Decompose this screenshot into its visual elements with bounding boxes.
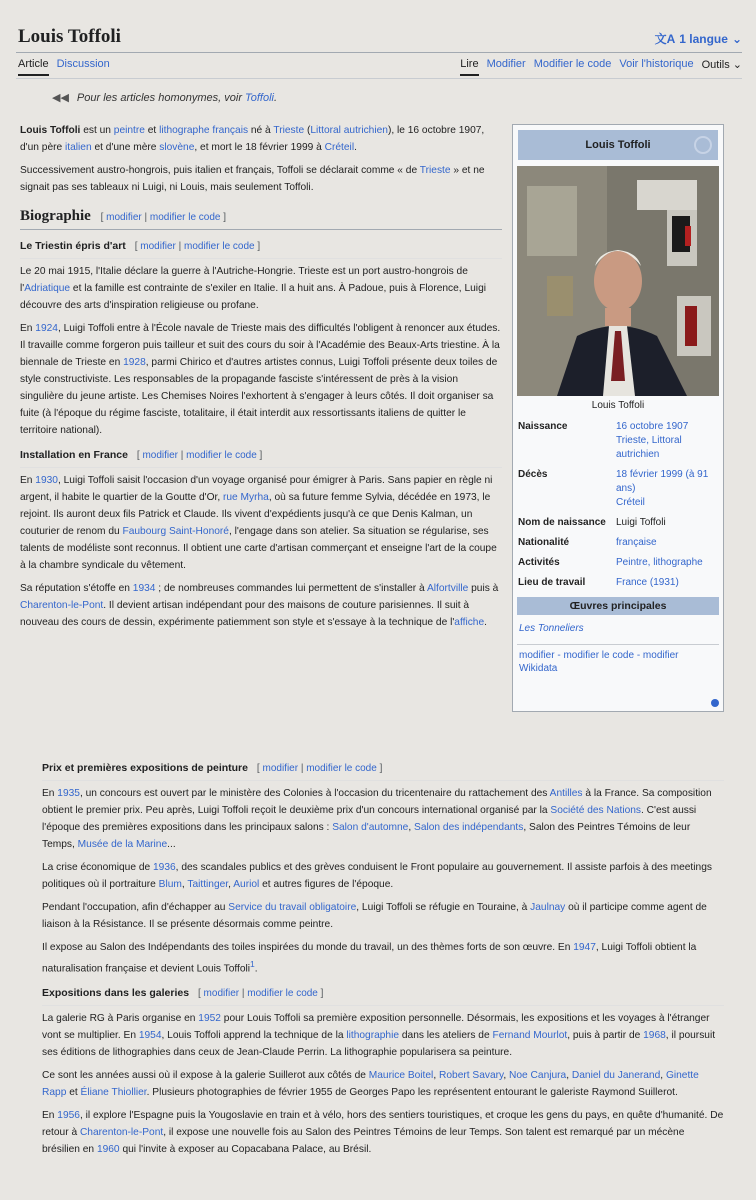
text-run: , Salon des Peintres Témoins de leur Temps,: [42, 822, 691, 850]
infobox-value-line[interactable]: 18 février 1999 (à 91 ans): [616, 469, 709, 494]
infobox-row: [513, 553, 723, 573]
infobox-value: [611, 417, 723, 465]
infobox-table: [513, 417, 723, 593]
text-run: Le 20 mai 1915, l'Italie déclare la guerre à l'Autriche-Hongrie. Trieste est un port austro-hongrois de l': [20, 266, 468, 294]
inline-link[interactable]: Noe Canjura: [509, 1070, 567, 1082]
section-edit-links: [ modifier | modifier le code ]: [100, 212, 227, 223]
text-run: .: [254, 963, 258, 975]
section-edit-links: [ modifier | modifier le code ]: [197, 988, 324, 1000]
paragraph: [20, 320, 502, 439]
text-run: , Luigi Toffoli obtient la naturalisation française et devient Louis Toffoli: [42, 942, 697, 975]
paragraph: [42, 1067, 724, 1101]
inline-link[interactable]: affiche: [454, 617, 485, 628]
inline-link[interactable]: Charenton-le-Pont: [20, 600, 104, 611]
infobox-value-line[interactable]: Créteil: [616, 497, 645, 508]
language-label: 1 langue: [679, 31, 728, 46]
title-row: [16, 24, 742, 54]
edit-source-link[interactable]: modifier le code: [149, 212, 221, 223]
text-run: Il expose au Salon des Indépendants des toiles inspirées du monde du travail, un des thèmes forts de son œuvre. En: [42, 942, 574, 953]
infobox-value-line[interactable]: française: [616, 537, 657, 548]
infobox-label: Lieu de travail: [518, 577, 586, 588]
tools-label: Outils: [701, 59, 730, 71]
inline-link[interactable]: Trieste: [273, 125, 305, 136]
text-run: ,: [660, 1070, 666, 1082]
infobox-label: Décès: [518, 469, 548, 480]
infobox-label: Nationalité: [518, 537, 570, 548]
infobox-value-line[interactable]: Peintre, lithographe: [616, 557, 703, 568]
text-run: , Luigi Toffoli entre à l'École navale de Trieste mais des difficultés l'obligent à renoncer aux études. Il travaille comme forgeron puis tailleur et suit des cours du soir à l'Académie des Beaux-Arts triestine. À la biennale de Trieste en: [20, 323, 501, 368]
hatnote-suffix: .: [274, 91, 278, 104]
text-run: et: [66, 1087, 81, 1099]
edit-link[interactable]: modifier: [203, 988, 240, 1000]
infobox-row: [513, 417, 723, 465]
text-run: ,: [433, 1070, 439, 1082]
text-run: La galerie RG à Paris organise en: [42, 1013, 199, 1025]
inline-link[interactable]: Créteil: [324, 142, 355, 153]
hatnote-link[interactable]: Toffoli: [245, 91, 274, 104]
disambiguation-icon: ◀◀: [52, 92, 69, 104]
text-run: En: [20, 475, 36, 486]
inline-link[interactable]: italien: [65, 142, 92, 153]
portrait-caption: Louis Toffoli: [591, 400, 645, 411]
text-run: Ce sont les années aussi où il expose à la galerie Suillerot aux côtés de: [42, 1070, 369, 1082]
inline-link[interactable]: 1968: [643, 1030, 666, 1042]
text-run: . C'est aussi l'époque des premières expositions dans les principaux salons :: [42, 805, 697, 833]
edit-link[interactable]: modifier: [262, 763, 299, 774]
text-run: ), le 16 octobre 1907, d'un père: [20, 125, 485, 153]
edit-separator: |: [175, 241, 184, 252]
edit-source-link[interactable]: modifier le code: [184, 241, 255, 252]
inline-link[interactable]: 1947: [573, 942, 596, 953]
infobox-value-line[interactable]: France (1931): [616, 577, 679, 588]
tab-discussion[interactable]: Discussion: [56, 58, 110, 70]
tab-history[interactable]: Voir l'historique: [619, 58, 694, 70]
infobox-value-line[interactable]: Trieste, Littoral autrichien: [616, 435, 682, 460]
translate-icon: 文A: [654, 32, 676, 46]
text-run: , puis à partir de: [567, 1030, 644, 1042]
intro-paragraph: [20, 162, 502, 196]
text-run: , Luigi Toffoli se réfugie en Touraine, à: [356, 902, 531, 913]
text-run: En: [20, 323, 36, 334]
inline-link[interactable]: 1960: [96, 1144, 120, 1156]
infobox-label: Nom de naissance: [518, 517, 606, 528]
text-run: , l'engage dans son atelier. Sa situation se régularise, ses talents de modéliste sont reconnus. Il obtient une carte d'artisan commerçant et enseigne l'art de la coupe à la chambre syndicale du vêtement.: [20, 526, 497, 571]
inline-link[interactable]: rue Myrha: [222, 492, 269, 503]
edit-source-link[interactable]: modifier le code: [186, 450, 257, 461]
inline-link[interactable]: Ginette Rapp: [42, 1070, 699, 1099]
inline-link[interactable]: Daniel du Janerand: [571, 1070, 661, 1082]
hatnote-text: [77, 92, 277, 104]
text-run: et: [144, 125, 160, 136]
text-run: Pendant l'occupation, afin d'échapper au: [42, 902, 229, 913]
inline-link[interactable]: 1936: [153, 862, 176, 873]
section-heading: [20, 202, 502, 230]
inline-link[interactable]: lithographe: [159, 125, 210, 136]
edit-separator: |: [141, 212, 150, 223]
text-run: pour Louis Toffoli sa première exposition personnelle. Désormais, les expositions et les voyages à l'étranger vont se multiplier. En: [42, 1013, 710, 1042]
tab-tools[interactable]: [702, 58, 742, 76]
text-run: , il explore l'Espagne puis la Yougoslavie en train et à vélo, hors des sentiers touristiques, et croque les gens du pays, en quête d'humanité. De retour à: [42, 1110, 724, 1139]
inline-link[interactable]: 1956: [57, 1110, 80, 1122]
text-run: et autres figures de l'époque.: [259, 879, 394, 890]
works-section-header: Œuvres principales: [517, 597, 719, 615]
subsection-title: Prix et premières expositions de peinture: [42, 762, 248, 774]
edit-link[interactable]: modifier: [140, 241, 176, 252]
inline-link[interactable]: Maurice Boitel: [368, 1070, 434, 1082]
inline-link[interactable]: Robert Savary: [439, 1070, 504, 1082]
inline-link[interactable]: Trieste: [419, 165, 451, 176]
infobox-value: [611, 573, 723, 593]
article-body: [20, 122, 502, 637]
infobox: [512, 124, 724, 712]
text-run: dans les ateliers de: [399, 1030, 493, 1042]
text-run: , parmi Chirico et d'autres artistes connus, Luigi Toffoli présente deux toiles de style constructiviste. Les responsables de la propagande fasciste s'intéressent de près à la vision singulière du jeune artiste. Les Chemises Noires l'exhortent à s'engager à leurs côtés. Il doit organiser sa fuite (à l'époque du régime fasciste, totalitaire, il était interdit aux ressortissants italiens de quitter le territoire national).: [20, 357, 498, 436]
text-run: , un concours est ouvert par le ministère des Colonies à l'occasion du tricentenaire du rattachement des: [79, 788, 550, 799]
inline-link[interactable]: 1930: [35, 475, 58, 486]
subsection-heading: [42, 985, 724, 1006]
info-icon[interactable]: [711, 699, 719, 707]
text-run: né à: [248, 125, 274, 136]
paragraph: [42, 1107, 724, 1158]
text-run: , où sa future femme Sylvia, décédée en 1973, le rejoint. Ils auront deux fils Patrick et Claude. Ils vivent d'expédients jusqu'à ce que Denis Kalman, un couturier de renom du: [20, 492, 491, 537]
intro-paragraph: [20, 122, 502, 156]
portrait-photo[interactable]: [517, 166, 719, 396]
section-edit-links: [ modifier | modifier le code ]: [136, 450, 263, 461]
subsection-title: Le Triestin épris d'art: [20, 240, 126, 252]
inline-link[interactable]: Salon des indépendants: [414, 822, 524, 833]
text-run: , et mort le 18 février 1999 à: [194, 142, 325, 153]
text-run: ; de nombreuses commandes lui permettent de s'installer à: [155, 583, 427, 594]
inline-link[interactable]: 1935: [57, 788, 80, 799]
inline-link[interactable]: 1954: [138, 1030, 162, 1042]
infobox-row: [513, 533, 723, 553]
tabs-row: [18, 58, 742, 80]
text-run: ,: [181, 879, 188, 890]
inline-link[interactable]: Musée de la Marine: [77, 839, 168, 850]
text-run: .: [354, 142, 357, 153]
text-run: Sa réputation s'étoffe en: [20, 583, 133, 594]
edit-source-link[interactable]: modifier le code: [247, 988, 318, 1000]
hatnote-prefix: Pour les articles homonymes, voir: [76, 91, 246, 104]
text-run: où il participe comme agent de liaison à la Résistance. Il se présente désormais comme peintre.: [42, 902, 707, 930]
inline-link[interactable]: Faubourg Saint-Honoré: [122, 526, 229, 537]
infobox-label: Activités: [518, 557, 560, 568]
text-run: ,: [228, 879, 234, 890]
tabs-divider: [16, 78, 742, 79]
article-body-wide: [42, 752, 724, 1164]
infobox-edit-links[interactable]: modifier - modifier le code - modifier Wikidata: [517, 644, 719, 679]
text-run: ,: [408, 822, 415, 833]
subsection-heading: [42, 760, 724, 781]
text-run: , Luigi Toffoli saisit l'occasion d'un voyage organisé pour émigrer à Paris. Sans papier en règle ni argent, il habite le quartier de la Goutte d'Or,: [20, 475, 493, 503]
paragraph: [42, 939, 724, 977]
tab-read[interactable]: Lire: [460, 58, 478, 76]
text-run: La crise économique de: [42, 862, 153, 873]
inline-link[interactable]: Charenton-le-Pont: [79, 1127, 164, 1139]
subsection-heading: [20, 238, 502, 259]
infobox-value: [611, 465, 723, 513]
text-run: et la famille est contrainte de s'exiler en Italie. Il a huit ans. À Padoue, puis à Florence, Luigi découvre des arts d'inspiration religieuse ou profane.: [20, 283, 486, 311]
text-run: En: [42, 1110, 58, 1122]
namespace-tabs: [18, 58, 110, 76]
inline-link[interactable]: Blum: [158, 879, 182, 890]
language-button[interactable]: [655, 30, 742, 47]
infobox-value: [611, 553, 723, 573]
paragraph: [42, 899, 724, 933]
text-run: , Louis Toffoli apprend la technique de la: [161, 1030, 347, 1042]
portrait-image: [517, 166, 719, 396]
subsection-title: Expositions dans les galeries: [42, 987, 190, 1000]
text-run: à la France. Sa composition obtient le premier prix. Peu après, Luigi Toffoli reçoit le deuxième prix d'un concours international organisé par la: [42, 788, 712, 816]
text-run: qui l'invite à exposer au Copacabana Palace, au Brésil.: [119, 1144, 372, 1156]
infobox-label: Naissance: [518, 421, 568, 432]
inline-link[interactable]: Taittinger: [187, 879, 229, 890]
infobox-row: [513, 513, 723, 533]
infobox-value: [611, 513, 723, 533]
infobox-row: [513, 465, 723, 513]
text-run: ,: [566, 1070, 572, 1082]
inline-link[interactable]: Auriol: [233, 879, 260, 890]
infobox-value: [611, 533, 723, 553]
inline-link[interactable]: peintre: [113, 125, 145, 136]
inline-link[interactable]: Service du travail obligatoire: [228, 902, 357, 913]
text-run: » et ne signait pas ses tableaux ni Luigi, ni Louis, mais seulement Toffoli.: [20, 165, 485, 193]
text-run: est un: [80, 125, 114, 136]
inline-link[interactable]: slovène: [159, 142, 195, 153]
tab-edit-source[interactable]: Modifier le code: [533, 58, 612, 70]
text-run: puis à: [468, 583, 499, 594]
text-run: . Il devient artisan indépendant pour des maisons de couture parisiennes. Il suit à nouveau des cours de dessin, expérimente patiemment son style et s'essaye à la technique de l': [20, 600, 470, 628]
work-link[interactable]: Les Tonneliers: [519, 623, 584, 634]
paragraph: [42, 859, 724, 893]
text-run: , des scandales publics et des grèves conduisent le Front populaire au gouvernement. Il assiste parfois à des meetings politiques où il portraiture: [42, 862, 712, 890]
text-run: , il poursuit ses éditions de lithographies dans ceux de Jean-Claude Perrin. La lithographie popularisera sa peinture.: [42, 1030, 716, 1059]
text-run: . Plusieurs photographies de février 1955 de Georges Papo les représentent entourant le galeriste Raymond Suillerot.: [146, 1087, 678, 1099]
section-edit-links: [ modifier | modifier le code ]: [256, 763, 383, 774]
paragraph: [20, 580, 502, 631]
paragraph: [20, 472, 502, 574]
text-run: En: [42, 788, 58, 799]
text-run: et d'une mère: [91, 142, 160, 153]
inline-link[interactable]: Jaulnay: [530, 902, 566, 913]
inline-link[interactable]: Salon d'automne: [332, 822, 409, 833]
infobox-title-text: Louis Toffoli: [585, 139, 651, 151]
hatnote: [52, 91, 277, 104]
bold-text: Louis Toffoli: [20, 125, 81, 136]
edit-source-link[interactable]: modifier le code: [306, 763, 377, 774]
inline-link[interactable]: Alfortville: [426, 583, 469, 594]
text-run: (: [304, 125, 311, 136]
inline-link[interactable]: 1952: [198, 1013, 221, 1025]
inline-link[interactable]: Antilles: [549, 788, 583, 799]
text-run: , il expose une nouvelle fois au Salon des Peintres Témoins de leur Temps. Son talent est remarqué par un mécène brésilien en: [42, 1127, 685, 1156]
inline-link[interactable]: lithographie: [346, 1030, 400, 1042]
text-run: Successivement austro-hongrois, puis italien et français, Toffoli se déclarait comme « de: [20, 165, 420, 176]
section-title: Biographie: [20, 208, 91, 224]
text-run: ...: [167, 839, 176, 850]
text-run: ,: [503, 1070, 510, 1082]
inline-link[interactable]: 1928: [123, 357, 146, 368]
paragraph: [42, 785, 724, 853]
inline-link[interactable]: Adriatique: [24, 283, 71, 294]
edit-link[interactable]: modifier: [106, 212, 142, 223]
edit-separator: |: [239, 988, 248, 1000]
subsection-heading: [20, 447, 502, 468]
inline-link[interactable]: Littoral autrichien: [310, 125, 388, 136]
chevron-down-icon: ⌄: [732, 59, 742, 71]
chevron-down-icon: ⌄: [731, 31, 742, 46]
tab-article[interactable]: Article: [18, 58, 49, 76]
portrait-watermark-icon: [694, 136, 712, 154]
page-title: Louis Toffoli: [18, 26, 121, 47]
tab-edit[interactable]: Modifier: [486, 58, 526, 70]
edit-link[interactable]: modifier: [142, 450, 179, 461]
title-divider: [16, 52, 742, 53]
edit-separator: |: [298, 763, 307, 774]
view-tabs: [460, 58, 742, 76]
edit-separator: |: [178, 450, 187, 461]
section-edit-links: [ modifier | modifier le code ]: [134, 241, 261, 252]
infobox-value-line: Luigi Toffoli: [616, 517, 666, 528]
infobox-value-line[interactable]: 16 octobre 1907: [616, 421, 689, 432]
paragraph: [20, 263, 502, 314]
inline-link[interactable]: français: [212, 125, 249, 136]
inline-link[interactable]: Fernand Mourlot: [492, 1030, 568, 1042]
subsection-title: Installation en France: [20, 449, 128, 461]
inline-link[interactable]: Société des Nations: [550, 805, 642, 816]
footnote-ref[interactable]: 1: [250, 959, 255, 969]
text-run: .: [484, 617, 487, 628]
paragraph: [42, 1010, 724, 1061]
infobox-row: [513, 573, 723, 593]
infobox-title: [518, 130, 718, 160]
inline-link[interactable]: 1924: [35, 323, 58, 334]
inline-link[interactable]: 1934: [132, 583, 156, 594]
inline-link[interactable]: Éliane Thiollier: [80, 1087, 147, 1099]
